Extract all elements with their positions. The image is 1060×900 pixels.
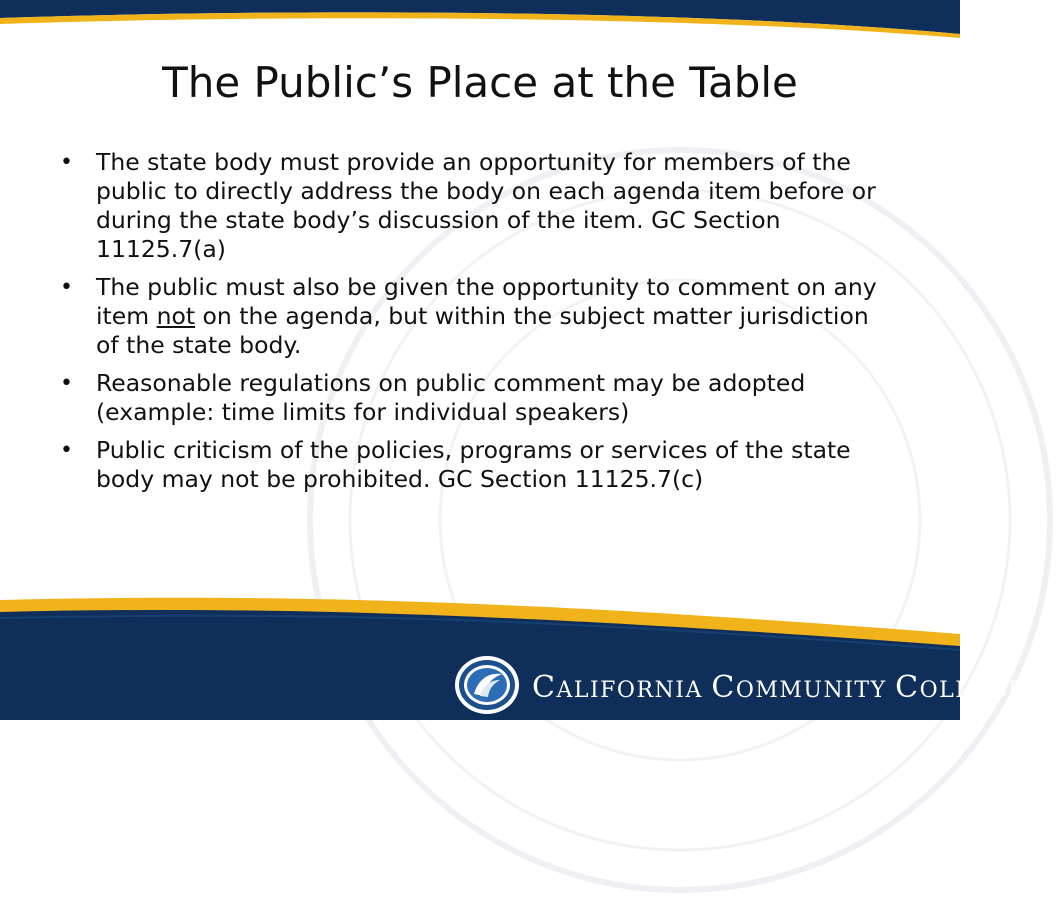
bullet-list xyxy=(58,148,898,503)
bullet-text-underlined: not xyxy=(156,302,196,330)
bullet-dot-icon: • xyxy=(60,275,73,300)
top-decorative-band xyxy=(0,0,960,40)
bullet-item-4 xyxy=(58,436,898,494)
bullet-text: The state body must provide an opportunity for members of the public to directly address the body on each agenda item before or during the state body’s discussion of the item. GC Section 11125.7(a) xyxy=(96,148,876,263)
bullet-text-after: on the agenda, but within the subject matter jurisdiction of the state body. xyxy=(96,302,869,359)
bullet-text: Public criticism of the policies, programs or services of the state body may not be prohibited. GC Section 11125.7(c) xyxy=(96,436,851,493)
california-community-colleges-seal-icon xyxy=(452,654,522,716)
slide-title: The Public’s Place at the Table xyxy=(162,58,798,107)
bullet-text: Reasonable regulations on public comment may be adopted (example: time limits for individual speakers) xyxy=(96,369,806,426)
bullet-dot-icon: • xyxy=(60,371,73,396)
bullet-item-1 xyxy=(58,148,898,264)
organization-name: CALIFORNIA COMMUNITY COLLEGES xyxy=(532,670,1043,705)
bullet-dot-icon: • xyxy=(60,150,73,175)
bullet-item-3 xyxy=(58,369,898,427)
bullet-text-before: The public must also be given the opportunity to comment on any item xyxy=(96,273,877,330)
bullet-item-2 xyxy=(58,273,898,360)
bullet-dot-icon: • xyxy=(60,438,73,463)
